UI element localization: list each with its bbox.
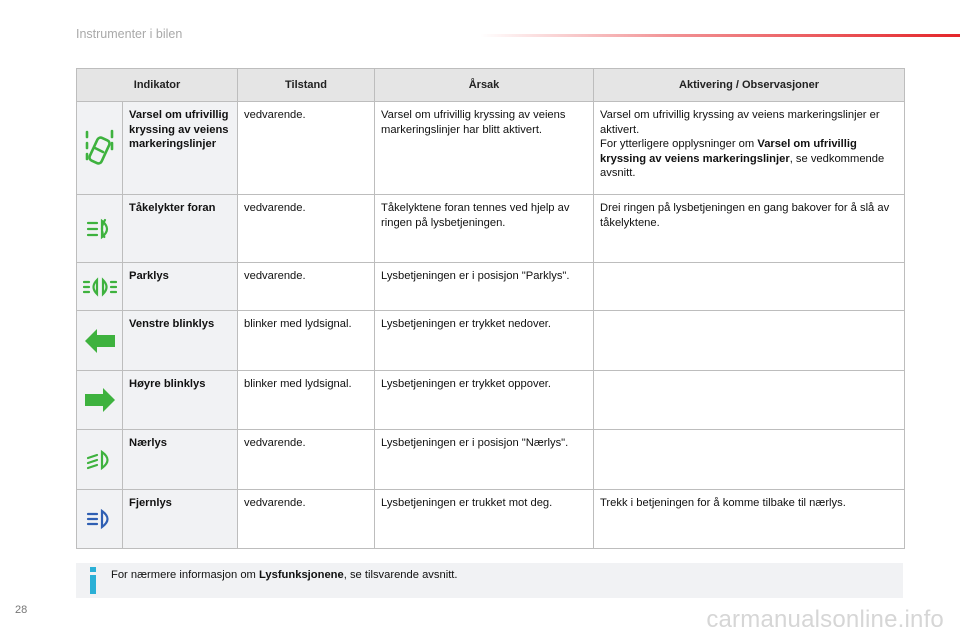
indicator-name: Venstre blinklys	[123, 311, 238, 371]
table-row	[77, 490, 905, 549]
table-header-row	[77, 69, 905, 102]
action-cell	[594, 371, 905, 430]
cause-cell: Lysbetjeningen er trykket oppover.	[375, 371, 594, 430]
front-fog-light-icon	[77, 195, 123, 263]
info-note	[76, 563, 903, 598]
action-text-more: For ytterligere opplysninger om	[600, 138, 758, 150]
cause-cell: Lysbetjeningen er i posisjon "Nærlys".	[375, 430, 594, 490]
header-rule	[480, 34, 960, 37]
right-arrow-icon	[77, 371, 123, 430]
indicator-name: Nærlys	[123, 430, 238, 490]
action-text: Varsel om ufrivillig kryssing av veiens markeringslinjer er aktivert.	[600, 109, 880, 136]
state-cell: vedvarende.	[238, 490, 375, 549]
info-note-suffix: , se tilsvarende avsnitt.	[343, 569, 458, 581]
indicator-name: Høyre blinklys	[123, 371, 238, 430]
table-row	[77, 195, 905, 263]
state-cell: blinker med lydsignal.	[238, 371, 375, 430]
cause-cell: Lysbetjeningen er trykket nedover.	[375, 311, 594, 371]
column-header-indicator: Indikator	[77, 69, 238, 102]
indicator-name: Fjernlys	[123, 490, 238, 549]
action-cell	[594, 430, 905, 490]
indicator-name: Tåkelykter foran	[123, 195, 238, 263]
high-beam-icon	[77, 490, 123, 549]
state-cell: vedvarende.	[238, 195, 375, 263]
column-header-cause: Årsak	[375, 69, 594, 102]
low-beam-icon	[77, 430, 123, 490]
action-text-end: , se vedkommende avsnitt.	[600, 152, 885, 179]
state-cell: vedvarende.	[238, 430, 375, 490]
action-cell: Trekk i betjeningen for å komme tilbake til nærlys.	[594, 490, 905, 549]
column-header-action: Aktivering / Observasjoner	[594, 69, 905, 102]
cause-cell: Lysbetjeningen er trukket mot deg.	[375, 490, 594, 549]
table-row	[77, 430, 905, 490]
state-cell: blinker med lydsignal.	[238, 311, 375, 371]
parking-light-icon	[77, 263, 123, 311]
indicator-name: Parklys	[123, 263, 238, 311]
table-row	[77, 311, 905, 371]
info-note-link: Lysfunksjonene	[258, 569, 344, 581]
indicator-table	[76, 68, 905, 549]
section-title: Instrumenter i bilen	[76, 27, 183, 41]
state-cell: vedvarende.	[238, 102, 375, 195]
action-text-bold: Varsel om ufrivillig kryssing av veiens markeringslinjer	[600, 138, 857, 165]
cause-cell: Varsel om ufrivillig kryssing av veiens markeringslinjer har blitt aktivert.	[375, 102, 594, 195]
action-cell	[594, 311, 905, 371]
action-cell: Drei ringen på lysbetjeningen en gang bakover for å slå av tåkelyktene.	[594, 195, 905, 263]
watermark: carmanualsonline.info	[706, 606, 944, 633]
table-row	[77, 102, 905, 195]
table-row	[77, 263, 905, 311]
info-icon	[90, 567, 96, 594]
info-note-text	[111, 569, 458, 581]
column-header-state: Tilstand	[238, 69, 375, 102]
indicator-name: Varsel om ufrivillig kryssing av veiens markeringslinjer	[123, 102, 238, 195]
cause-cell: Lysbetjeningen er i posisjon "Parklys".	[375, 263, 594, 311]
table-row	[77, 371, 905, 430]
info-note-prefix: For nærmere informasjon om	[111, 569, 259, 581]
action-cell	[594, 263, 905, 311]
state-cell: vedvarende.	[238, 263, 375, 311]
action-cell	[594, 102, 905, 195]
lane-departure-icon	[77, 102, 123, 195]
page-number: 28	[15, 604, 28, 616]
cause-cell: Tåkelyktene foran tennes ved hjelp av ringen på lysbetjeningen.	[375, 195, 594, 263]
left-arrow-icon	[77, 311, 123, 371]
